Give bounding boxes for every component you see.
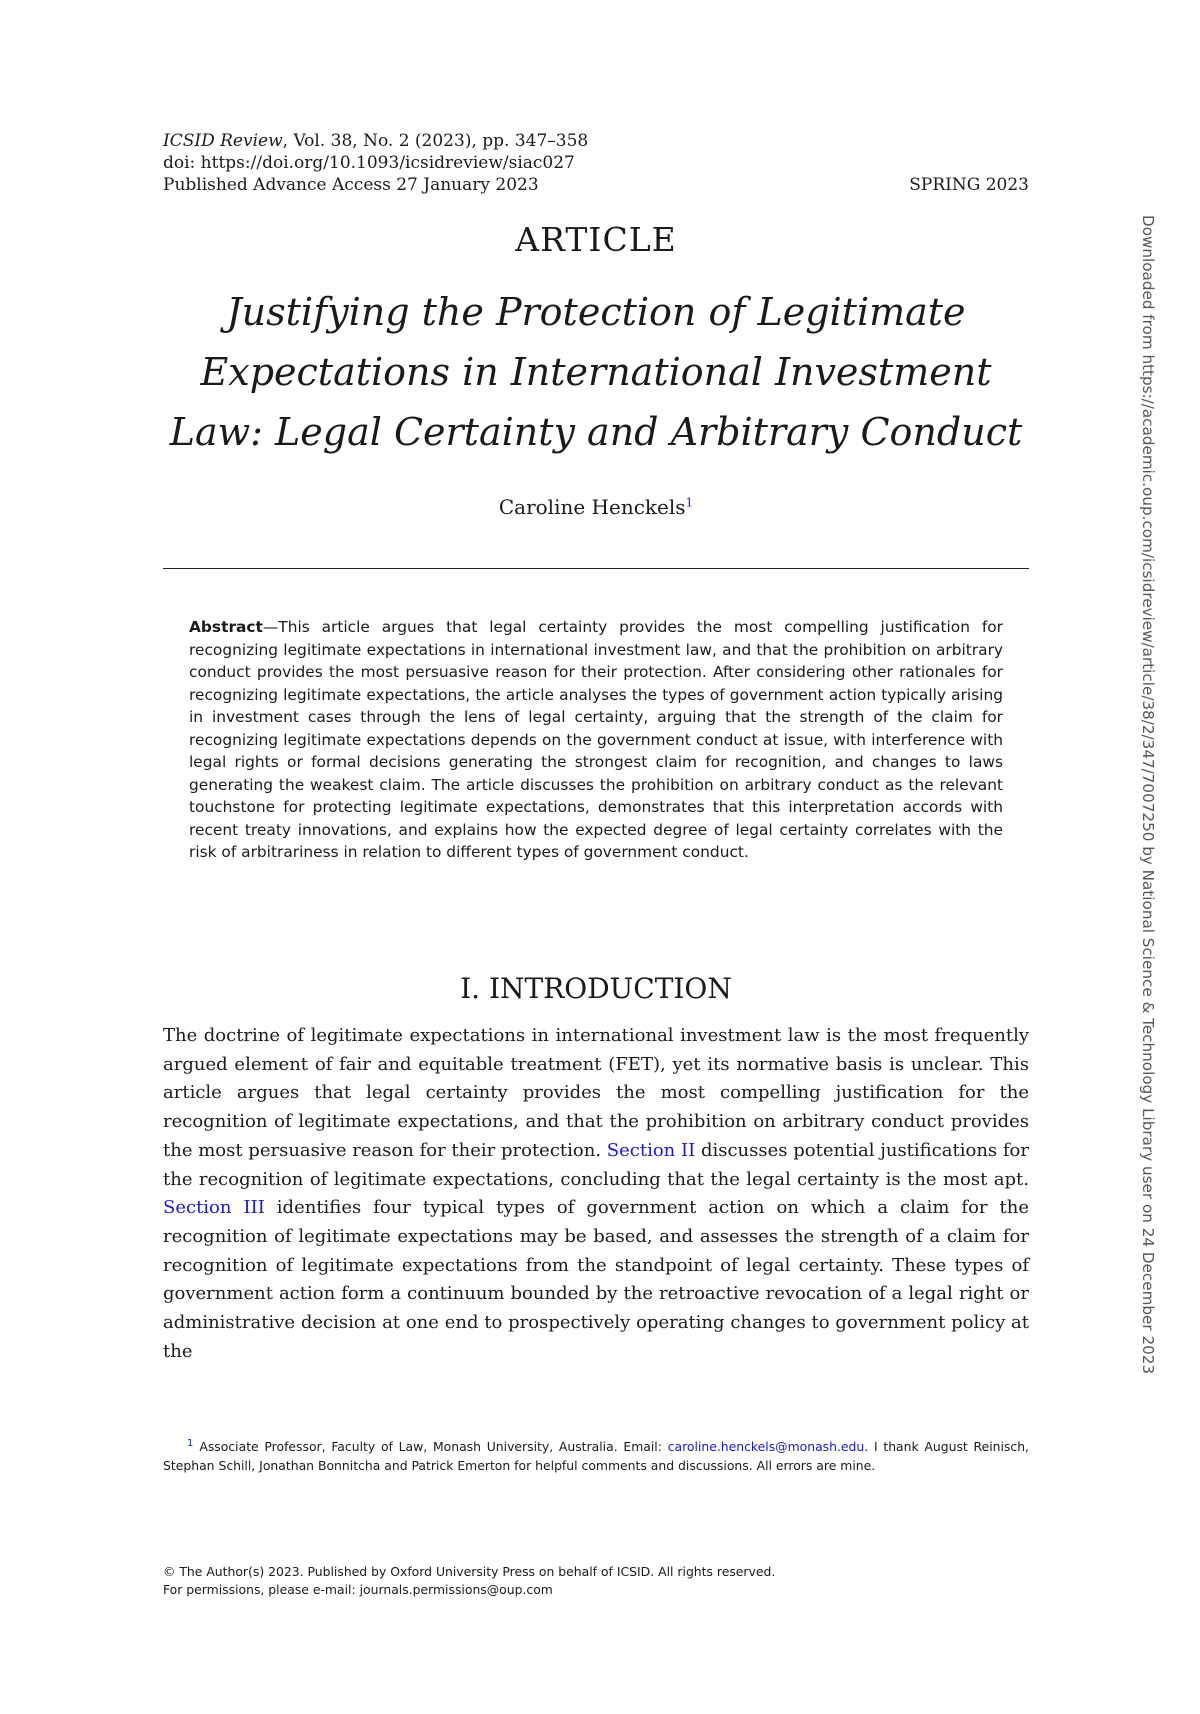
journal-name: ICSID Review xyxy=(163,131,283,151)
author-line xyxy=(163,495,1029,519)
article-title xyxy=(150,282,1042,462)
journal-citation: , Vol. 38, No. 2 (2023), pp. 347–358 xyxy=(282,131,589,151)
intro-text-2: discusses potential justifications for the recognition of legitimate expectations, concluding that the legal certainty is the most apt. xyxy=(163,1139,1029,1190)
title-line-1: Justifying the Protection of Legitimate xyxy=(226,290,966,334)
footnote-mark: 1 xyxy=(187,1438,194,1449)
author-name: Caroline Henckels xyxy=(498,495,686,519)
copyright-line: © The Author(s) 2023. Published by Oxford University Press on behalf of ICSID. All rights reserved. xyxy=(163,1564,776,1579)
section-ii-link[interactable]: Section II xyxy=(606,1139,696,1161)
abstract xyxy=(189,616,1003,864)
permissions-line: For permissions, please e-mail: journals.permissions@oup.com xyxy=(163,1582,553,1597)
intro-text-1: The doctrine of legitimate expectations in international investment law is the most frequently argued element of fair and equitable treatment (FET), yet its normative basis is unclear. This article argues that legal certainty provides the most compelling justification for the recognition of legitimate expectations, and that the prohibition on arbitrary conduct provides the most persuasive reason for their protection. xyxy=(163,1025,1029,1161)
download-watermark: Downloaded from https://academic.oup.com/icsidreview/article/38/2/347/7007250 by National Science & Technology Library user on 24 December 2023 xyxy=(1139,215,1157,1375)
advance-access-row xyxy=(163,174,1029,196)
author-email-link[interactable]: caroline.henckels@monash.edu xyxy=(667,1439,865,1455)
footnote-text-1: Associate Professor, Faculty of Law, Monash University, Australia. Email: xyxy=(199,1439,668,1455)
advance-access-date: Published Advance Access 27 January 2023 xyxy=(163,175,539,195)
abstract-label: Abstract xyxy=(189,618,263,636)
copyright-notice xyxy=(163,1563,1029,1599)
introduction-body xyxy=(163,1022,1029,1366)
intro-text-3: identifies four typical types of government action on which a claim for the recognition of legitimate expectations may be based, and assesses the strength of a claim for recognition of legitimate expectations from the standpoint of legal certainty. These types of government action form a continuum bounded by the retroactive revocation of a legal right or administrative decision at one end to prospectively operating changes to government policy at the xyxy=(163,1197,1030,1362)
author-footnote-ref[interactable]: 1 xyxy=(685,495,694,510)
doi-line[interactable]: doi: https://doi.org/10.1093/icsidreview/siac027 xyxy=(163,153,575,173)
title-line-2: Expectations in International Investment xyxy=(200,350,992,394)
title-divider xyxy=(163,568,1029,569)
section-iii-link[interactable]: Section III xyxy=(163,1197,265,1219)
journal-metadata xyxy=(163,130,1029,196)
article-type-label: ARTICLE xyxy=(515,220,677,259)
introduction-heading: I. INTRODUCTION xyxy=(460,972,732,1005)
footnote-1 xyxy=(163,1434,1029,1475)
footnote-text-2: . I thank August Reinisch, Stephan Schill, Jonathan Bonnitcha and Patrick Emerton for helpful comments and discussions. All errors are mine. xyxy=(163,1439,1029,1474)
abstract-text: —This article argues that legal certainty provides the most compelling justification for recognizing legitimate expectations in international investment law, and that the prohibition on arbitrary conduct provides the most persuasive reason for their protection. After considering other rationales for recognizing legitimate expectations, the article analyses the types of government action typically arising in investment cases through the lens of legal certainty, arguing that the strength of the claim for recognizing legitimate expectations depends on the government conduct at issue, with interference with legal rights or formal decisions generating the strongest claim for recognition, and changes to laws generating the weakest claim. The article discusses the prohibition on arbitrary conduct as the relevant touchstone for protecting legitimate expectations, demonstrates that this interpretation accords with recent treaty innovations, and explains how the expected degree of legal certainty correlates with the risk of arbitrariness in relation to different types of government conduct. xyxy=(189,618,1003,861)
issue-season: SPRING 2023 xyxy=(909,175,1029,195)
citation-line xyxy=(163,130,1029,152)
title-line-3: Law: Legal Certainty and Arbitrary Conduct xyxy=(169,410,1023,454)
